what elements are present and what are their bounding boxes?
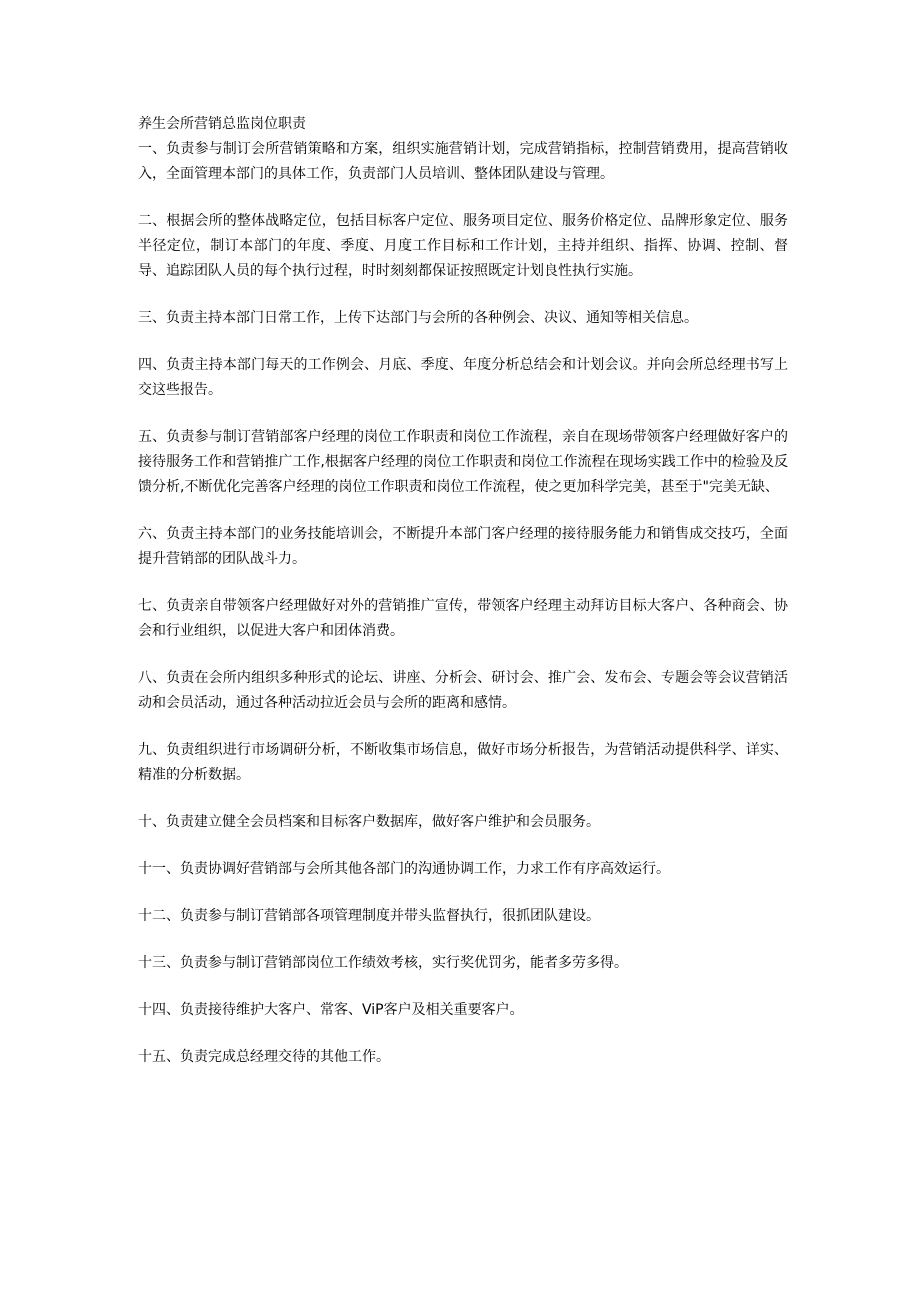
- clause-10: 十、负责建立健全会员档案和目标客户数据库，做好客户维护和会员服务。: [138, 814, 600, 830]
- clause-11: 十一、负责协调好营销部与会所其他各部门的沟通协调工作，力求工作有序高效运行。: [138, 861, 670, 877]
- clause-15: 十五、负责完成总经理交待的其他工作。: [138, 1049, 390, 1065]
- clause-8: 八、负责在会所内组织多种形式的论坛、讲座、分析会、研讨会、推广会、发布会、专题会等会议营销活动和会员活动，通过各种活动拉近会员与会所的距离和感情。: [138, 670, 788, 711]
- clause-13: 十三、负责参与制订营销部岗位工作绩效考核，实行奖优罚劣，能者多劳多得。: [138, 955, 628, 971]
- document-page: [138, 112, 788, 1092]
- clause-14: 十四、负责接待维护大客户、常客、ViP客户及相关重要客户。: [138, 1002, 524, 1018]
- clause-9: 九、负责组织进行市场调研分析，不断收集市场信息，做好市场分析报告，为营销活动提供科学、详实、精准的分析数据。: [138, 742, 788, 783]
- clause-6: 六、负责主持本部门的业务技能培训会，不断提升本部门客户经理的接待服务能力和销售成交技巧，全面提升营销部的团队战斗力。: [138, 526, 788, 567]
- clause-1: 一、负责参与制订会所营销策略和方案，组织实施营销计划，完成营销指标，控制营销费用，提高营销收入，全面管理本部门的具体工作，负责部门人员培训、整体团队建设与管理。: [138, 141, 788, 182]
- document-title: 养生会所营销总监岗位职责: [138, 116, 306, 132]
- clause-2: 二、根据会所的整体战略定位，包括目标客户定位、服务项目定位、服务价格定位、品牌形象定位、服务半径定位，制订本部门的年度、季度、月度工作目标和工作计划，主持并组织、指挥、协调、控制、督导、追踪团队人员的每个执行过程，时时刻刻都保证按照既定计划良性执行实施。: [138, 213, 788, 279]
- clause-4: 四、负责主持本部门每天的工作例会、月底、季度、年度分析总结会和计划会议。并向会所总经理书写上交这些报告。: [138, 357, 788, 398]
- clause-12: 十二、负责参与制订营销部各项管理制度并带头监督执行，很抓团队建设。: [138, 908, 600, 924]
- clause-7: 七、负责亲自带领客户经理做好对外的营销推广宣传，带领客户经理主动拜访目标大客户、各种商会、协会和行业组织，以促进大客户和团体消费。: [138, 598, 788, 639]
- clause-3: 三、负责主持本部门日常工作，上传下达部门与会所的各种例会、决议、通知等相关信息。: [138, 310, 698, 326]
- clause-5: 五、负责参与制订营销部客户经理的岗位工作职责和岗位工作流程，亲自在现场带领客户经理做好客户的接待服务工作和营销推广工作,根据客户经理的岗位工作职责和岗位工作流程在现场实践工作中的检验及反馈分析,不断优化完善客户经理的岗位工作职责和岗位工作流程，使之更加科学完美，甚至于"完美无缺、: [138, 429, 788, 495]
